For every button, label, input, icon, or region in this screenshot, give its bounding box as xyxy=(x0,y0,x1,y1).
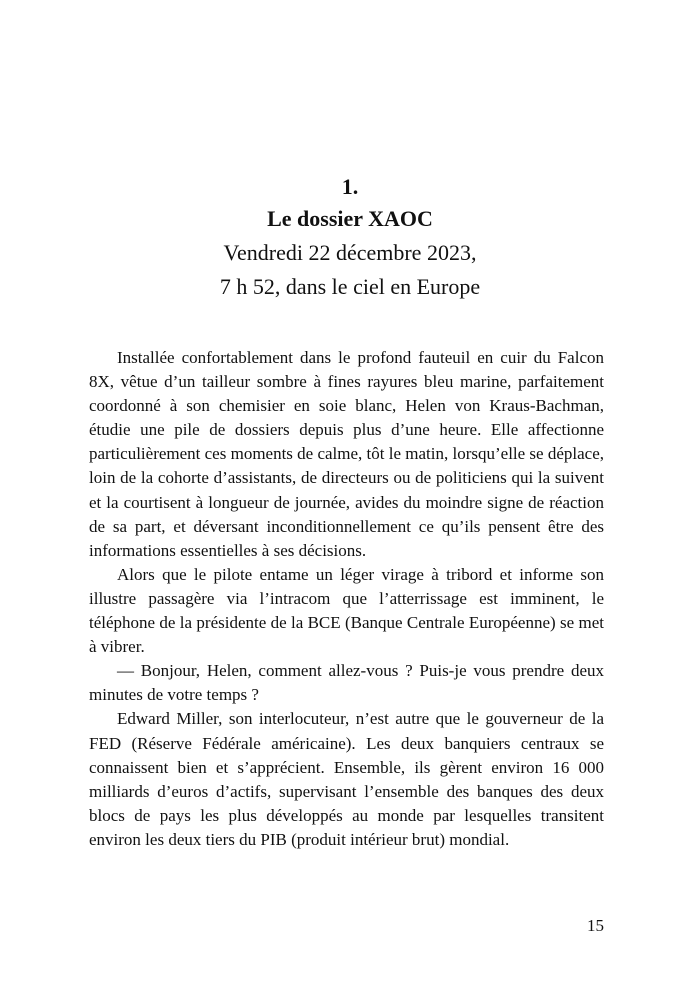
page-number: 15 xyxy=(587,916,604,935)
chapter-title: Le dossier XAOC xyxy=(267,206,433,231)
paragraph: Edward Miller, son interlocuteur, n’est autre que le gouverneur de la FED (Réserve Fédérale américaine). Les deux banquiers centraux se connaissent bien et s’apprécient. Ensemble, ils gèrent environ 16 000 milliards d’euros d’actifs, supervisant l’ensemble des banques des deux blocs de pays les plus développés au monde par lesquelles transitent environ les deux tiers du PIB (produit intérieur brut) mondial. xyxy=(89,709,604,849)
chapter-heading xyxy=(0,172,700,304)
paragraph: — Bonjour, Helen, comment allez-vous ? Puis-je vous prendre deux minutes de votre temps ? xyxy=(89,661,604,705)
paragraph: Installée confortablement dans le profond fauteuil en cuir du Falcon 8X, vêtue d’un tailleur sombre à fines rayures bleu marine, parfaitement coordonné à son chemisier en soie blanc, Helen von Kraus-Bachman, étudie une pile de dossiers depuis plus d’une heure. Elle affectionne particulièrement ces moments de calme, tôt le matin, lorsqu’elle se déplace, loin de la cohorte d’assistants, de directeurs ou de politiciens qui la suivent et la courtisent à longueur de journée, avides du moindre signe de réaction de sa part, et déversant inconditionnellement ce qu’ils pensent être des informations essentielles à ses décisions. xyxy=(89,348,604,560)
chapter-number: 1. xyxy=(341,174,359,199)
chapter-date: Vendredi 22 décembre 2023, xyxy=(223,240,477,265)
body-text xyxy=(89,346,604,852)
chapter-place: 7 h 52, dans le ciel en Europe xyxy=(219,274,481,299)
paragraph: Alors que le pilote entame un léger virage à tribord et informe son illustre passagère via l’intracom que l’atterrissage est imminent, le téléphone de la présidente de la BCE (Banque Centrale Européenne) se met à vibrer. xyxy=(89,564,604,657)
